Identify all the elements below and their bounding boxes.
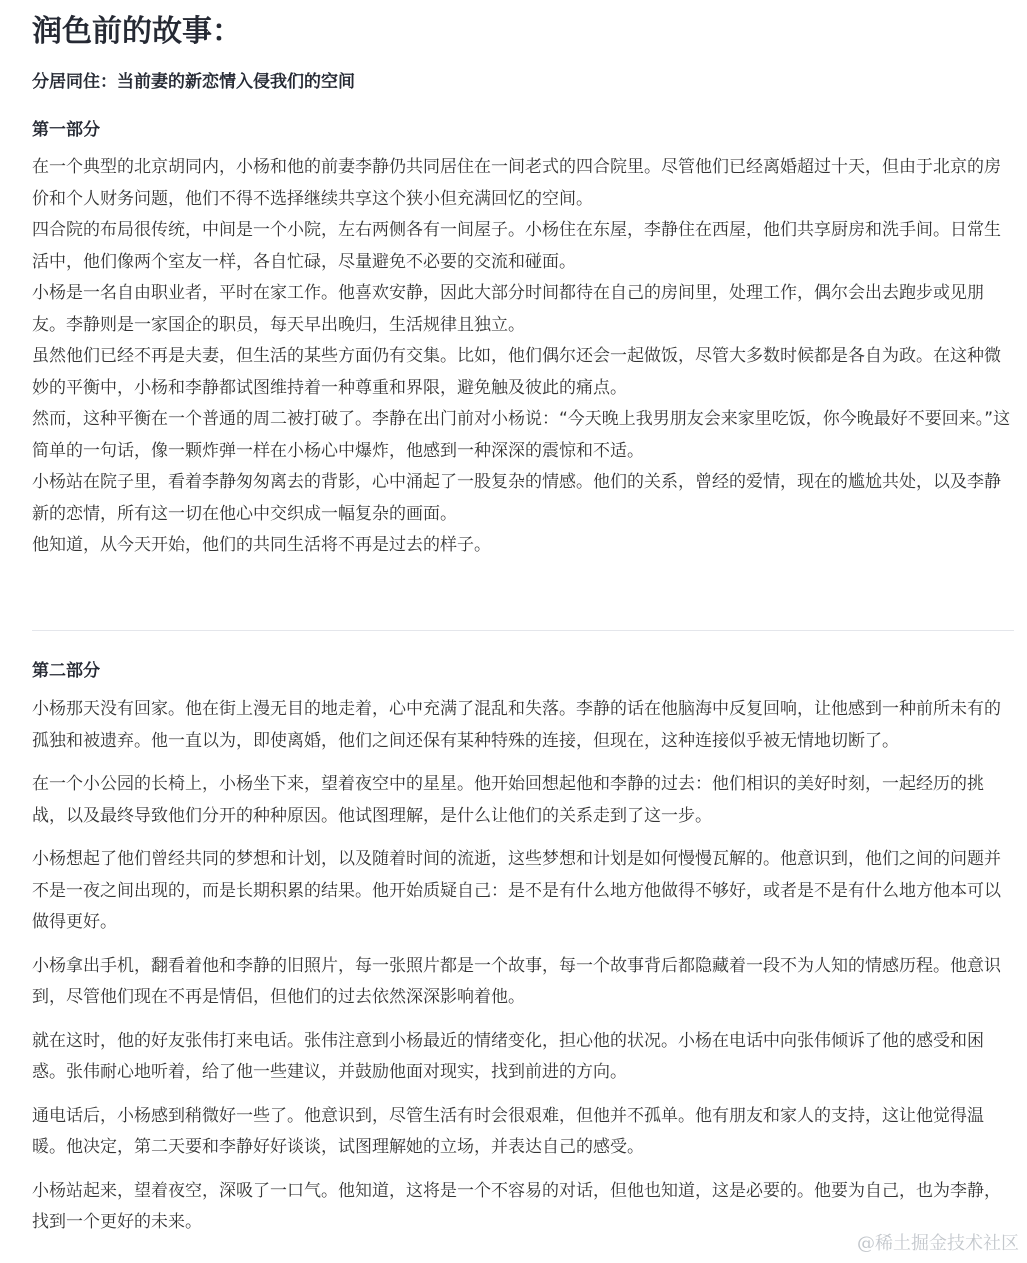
part1-body — [32, 152, 1014, 562]
section-heading-part2: 第二部分 — [32, 661, 100, 681]
part2-body — [32, 694, 1014, 1251]
paragraph: 就在这时，他的好友张伟打来电话。张伟注意到小杨最近的情绪变化，担心他的状况。小杨在电话中向张伟倾诉了他的感受和困惑。张伟耐心地听着，给了他一些建议，并鼓励他面对现实，找到前进的方向。 — [32, 1030, 984, 1082]
paragraph: 他知道，从今天开始，他们的共同生活将不再是过去的样子。 — [32, 535, 491, 555]
paragraph: 小杨想起了他们曾经共同的梦想和计划，以及随着时间的流逝，这些梦想和计划是如何慢慢瓦解的。他意识到，他们之间的问题并不是一夜之间出现的，而是长期积累的结果。他开始质疑自己：是不是有什么地方他做得不够好，或者是不是有什么地方他本可以做得更好。 — [32, 849, 1001, 932]
paragraph: 通电话后，小杨感到稍微好一些了。他意识到，尽管生活有时会很艰难，但他并不孤单。他有朋友和家人的支持，这让他觉得温暖。他决定，第二天要和李静好好谈谈，试图理解她的立场，并表达自己的感受。 — [32, 1105, 984, 1157]
paragraph: 然而，这种平衡在一个普通的周二被打破了。李静在出门前对小杨说：“今天晚上我男朋友会来家里吃饭，你今晚最好不要回来。”这简单的一句话，像一颗炸弹一样在小杨心中爆炸，他感到一种深深的震惊和不适。 — [32, 409, 1011, 461]
paragraph: 虽然他们已经不再是夫妻，但生活的某些方面仍有交集。比如，他们偶尔还会一起做饭，尽管大多数时候都是各自为政。在这种微妙的平衡中，小杨和李静都试图维持着一种尊重和界限，避免触及彼此的痛点。 — [32, 346, 1001, 398]
paragraph: 小杨那天没有回家。他在街上漫无目的地走着，心中充满了混乱和失落。李静的话在他脑海中反复回响，让他感到一种前所未有的孤独和被遗弃。他一直以为，即使离婚，他们之间还保有某种特殊的连接，但现在，这种连接似乎被无情地切断了。 — [32, 699, 1001, 751]
paragraph: 小杨拿出手机，翻看着他和李静的旧照片，每一张照片都是一个故事，每一个故事背后都隐藏着一段不为人知的情感历程。他意识到，尽管他们现在不再是情侣，但他们的过去依然深深影响着他。 — [32, 955, 1001, 1007]
paragraph: 在一个典型的北京胡同内，小杨和他的前妻李静仍共同居住在一间老式的四合院里。尽管他们已经离婚超过十天，但由于北京的房价和个人财务问题，他们不得不选择继续共享这个狭小但充满回忆的空间。 — [32, 157, 1001, 209]
watermark: @稀土掘金技术社区 — [857, 1233, 1019, 1254]
paragraph: 在一个小公园的长椅上，小杨坐下来，望着夜空中的星星。他开始回想起他和李静的过去：他们相识的美好时刻，一起经历的挑战，以及最终导致他们分开的种种原因。他试图理解，是什么让他们的关系走到了这一步。 — [32, 774, 984, 826]
paragraph: 四合院的布局很传统，中间是一个小院，左右两侧各有一间屋子。小杨住在东屋，李静住在西屋，他们共享厨房和洗手间。日常生活中，他们像两个室友一样，各自忙碌，尽量避免不必要的交流和碰面。 — [32, 220, 1001, 272]
section-heading-part1: 第一部分 — [32, 120, 100, 140]
page-title: 润色前的故事： — [32, 14, 242, 49]
paragraph: 小杨站起来，望着夜空，深吸了一口气。他知道，这将是一个不容易的对话，但他也知道，这是必要的。他要为自己，也为李静，找到一个更好的未来。 — [32, 1180, 1001, 1232]
article-subtitle: 分居同住：当前妻的新恋情入侵我们的空间 — [32, 72, 355, 92]
paragraph: 小杨站在院子里，看着李静匆匆离去的背影，心中涌起了一股复杂的情感。他们的关系，曾经的爱情，现在的尴尬共处，以及李静新的恋情，所有这一切在他心中交织成一幅复杂的画面。 — [32, 472, 1001, 524]
section-divider — [32, 630, 1014, 631]
paragraph: 小杨是一名自由职业者，平时在家工作。他喜欢安静，因此大部分时间都待在自己的房间里，处理工作，偶尔会出去跑步或见朋友。李静则是一家国企的职员，每天早出晚归，生活规律且独立。 — [32, 283, 984, 335]
